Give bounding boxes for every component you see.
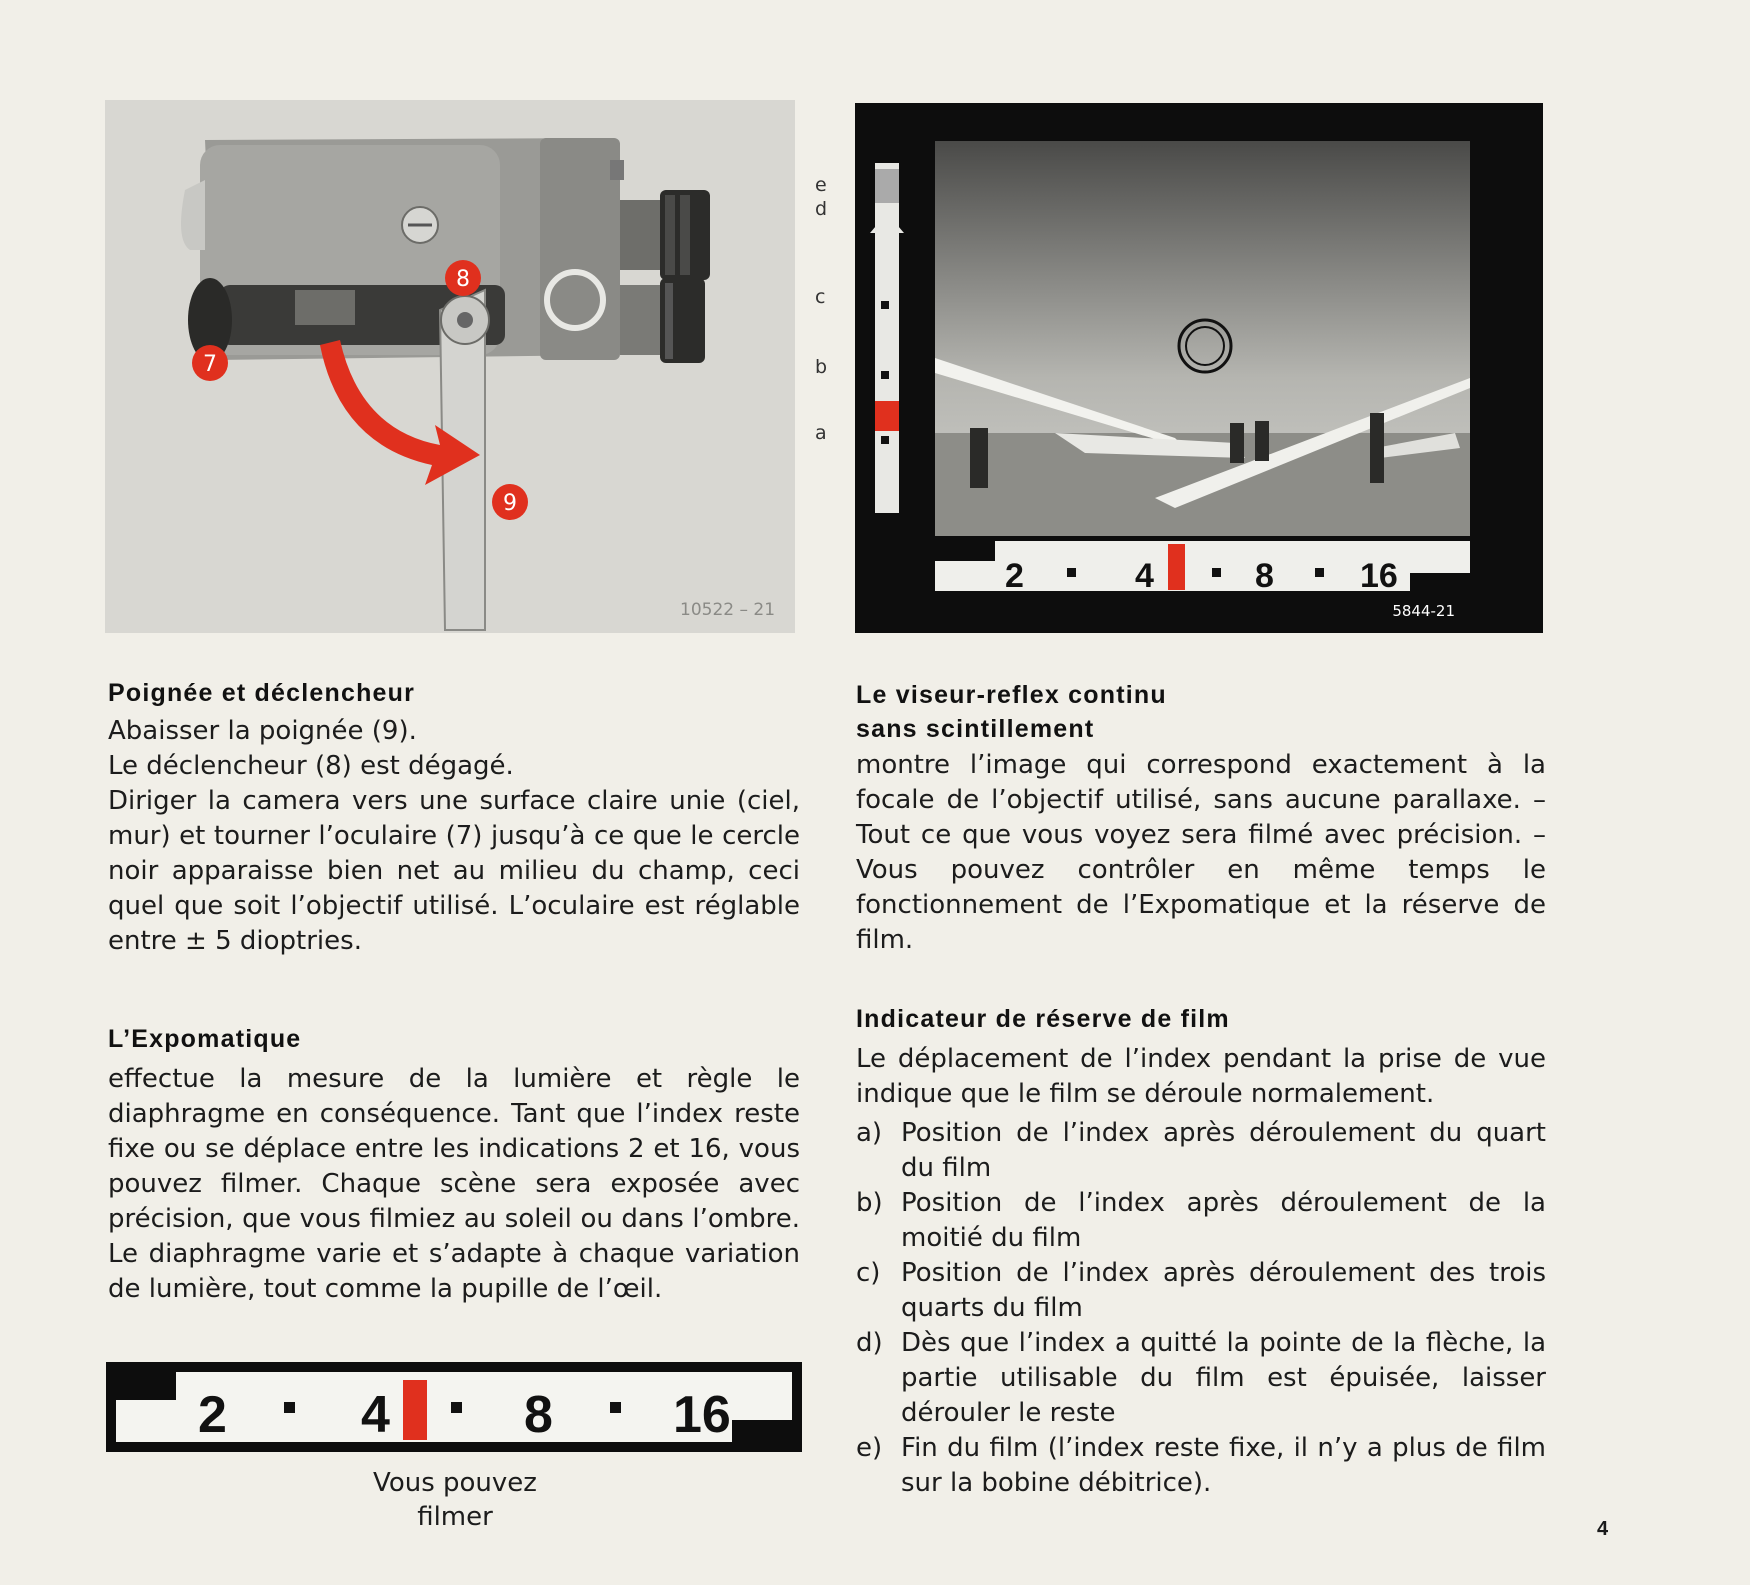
list-item-text: Dès que l’index a quitté la pointe de la flèche, la partie utilisable du film est épuisée, laisser dérouler le reste bbox=[901, 1328, 1546, 1428]
paragraph-diriger: Diriger la camera vers une surface claire unie (ciel, mur) et tourner l’oculaire (7) jusqu’à ce que le cercle noir apparaisse bien net au milieu du champ, ceci quel que soit l’objectif utilisé. L’oculaire est réglable entre ± 5 dioptries. bbox=[108, 786, 800, 956]
reserve-list bbox=[856, 1116, 1546, 1501]
list-item bbox=[856, 1256, 1546, 1326]
index-label-c: c bbox=[815, 286, 826, 308]
index-label-a: a bbox=[815, 422, 827, 444]
exposure-scale bbox=[106, 1362, 802, 1452]
viewfinder-illustration bbox=[815, 103, 1543, 633]
viewfinder-figure bbox=[815, 103, 1543, 633]
reserve-index-marker bbox=[875, 401, 899, 431]
callout-7 bbox=[192, 345, 228, 381]
paragraph-viseur: montre l’image qui correspond exactement à la focale de l’objectif utilisé, sans aucune parallaxe. – Tout ce que vous voyez sera filmé avec précision. – Vous pouvez contrôler en même temps le fonctionnement de l’Expomatique et la réserve de film. bbox=[856, 750, 1546, 955]
heading-viseur-1: Le viseur-reflex continu bbox=[856, 681, 1167, 709]
vf-exposure-index bbox=[1168, 544, 1185, 590]
list-item-text: Position de l’index après déroulement de la moitié du film bbox=[901, 1188, 1546, 1253]
section-viseur bbox=[856, 678, 1546, 958]
paragraph-expomatique: effectue la mesure de la lumière et règle le diaphragme en conséquence. Tant que l’index reste fixe ou se déplace entre les indications 2 et 16, vous pouvez filmer. Chaque scène sera exposée avec précision, que vous filmiez au soleil ou dans l’ombre. Le diaphragme varie et s’adapte à chaque variation de lumière, tout comme la pupille de l’œil. bbox=[108, 1064, 800, 1304]
paragraph-reserve: Le déplacement de l’index pendant la prise de vue indique que le film se déroule normalement. bbox=[856, 1044, 1546, 1109]
scale-16: 16 bbox=[673, 1386, 731, 1444]
exposure-scale-graphic bbox=[106, 1362, 802, 1452]
index-label-b: b bbox=[815, 356, 828, 378]
list-item bbox=[856, 1431, 1546, 1501]
scale-2: 2 bbox=[198, 1386, 227, 1444]
heading-expomatique: L’Expomatique bbox=[108, 1025, 302, 1053]
list-item-label: d) bbox=[856, 1328, 883, 1358]
heading-reserve: Indicateur de réserve de film bbox=[856, 1005, 1230, 1033]
index-label-e: e bbox=[815, 174, 827, 196]
section-poignee bbox=[108, 676, 800, 959]
callout-9 bbox=[492, 484, 528, 520]
section-reserve bbox=[856, 1002, 1546, 1501]
vf-scale-4: 4 bbox=[1135, 557, 1154, 595]
list-item-label: b) bbox=[856, 1188, 883, 1218]
line-declencheur: Le déclencheur (8) est dégagé. bbox=[108, 751, 514, 781]
vf-scale-8: 8 bbox=[1255, 557, 1274, 595]
scale-caption-line-2: filmer bbox=[417, 1502, 493, 1532]
page-number: 4 bbox=[1597, 1518, 1609, 1540]
heading-viseur-2: sans scintillement bbox=[856, 715, 1095, 743]
callout-8 bbox=[445, 260, 481, 296]
line-abaisser: Abaisser la poignée (9). bbox=[108, 716, 417, 746]
list-item-text: Position de l’index après déroulement du quart du film bbox=[901, 1118, 1546, 1183]
figure-number: 5844-21 bbox=[1392, 602, 1455, 620]
list-item-label: c) bbox=[856, 1258, 881, 1288]
list-item-text: Fin du film (l’index reste fixe, il n’y a plus de film sur la bobine débitrice). bbox=[901, 1433, 1546, 1498]
exposure-index-marker bbox=[403, 1380, 427, 1440]
list-item-label: a) bbox=[856, 1118, 883, 1148]
svg-text:9: 9 bbox=[503, 491, 517, 516]
scale-caption-line-1: Vous pouvez bbox=[373, 1468, 537, 1498]
list-item-label: e) bbox=[856, 1433, 883, 1463]
heading-poignee: Poignée et déclencheur bbox=[108, 679, 416, 707]
index-label-d: d bbox=[815, 198, 828, 220]
section-expomatique bbox=[108, 1022, 800, 1307]
vf-scale-16: 16 bbox=[1360, 557, 1398, 595]
list-item bbox=[856, 1116, 1546, 1186]
scale-caption bbox=[300, 1466, 610, 1534]
camera-figure bbox=[105, 100, 795, 633]
list-item bbox=[856, 1186, 1546, 1256]
scale-4: 4 bbox=[361, 1386, 390, 1444]
svg-text:8: 8 bbox=[456, 267, 470, 292]
list-item bbox=[856, 1326, 1546, 1431]
vf-scale-2: 2 bbox=[1005, 557, 1024, 595]
figure-number: 10522 – 21 bbox=[680, 600, 776, 620]
scale-8: 8 bbox=[524, 1386, 553, 1444]
camera-illustration bbox=[105, 100, 795, 633]
svg-text:7: 7 bbox=[203, 352, 217, 377]
list-item-text: Position de l’index après déroulement des trois quarts du film bbox=[901, 1258, 1546, 1323]
